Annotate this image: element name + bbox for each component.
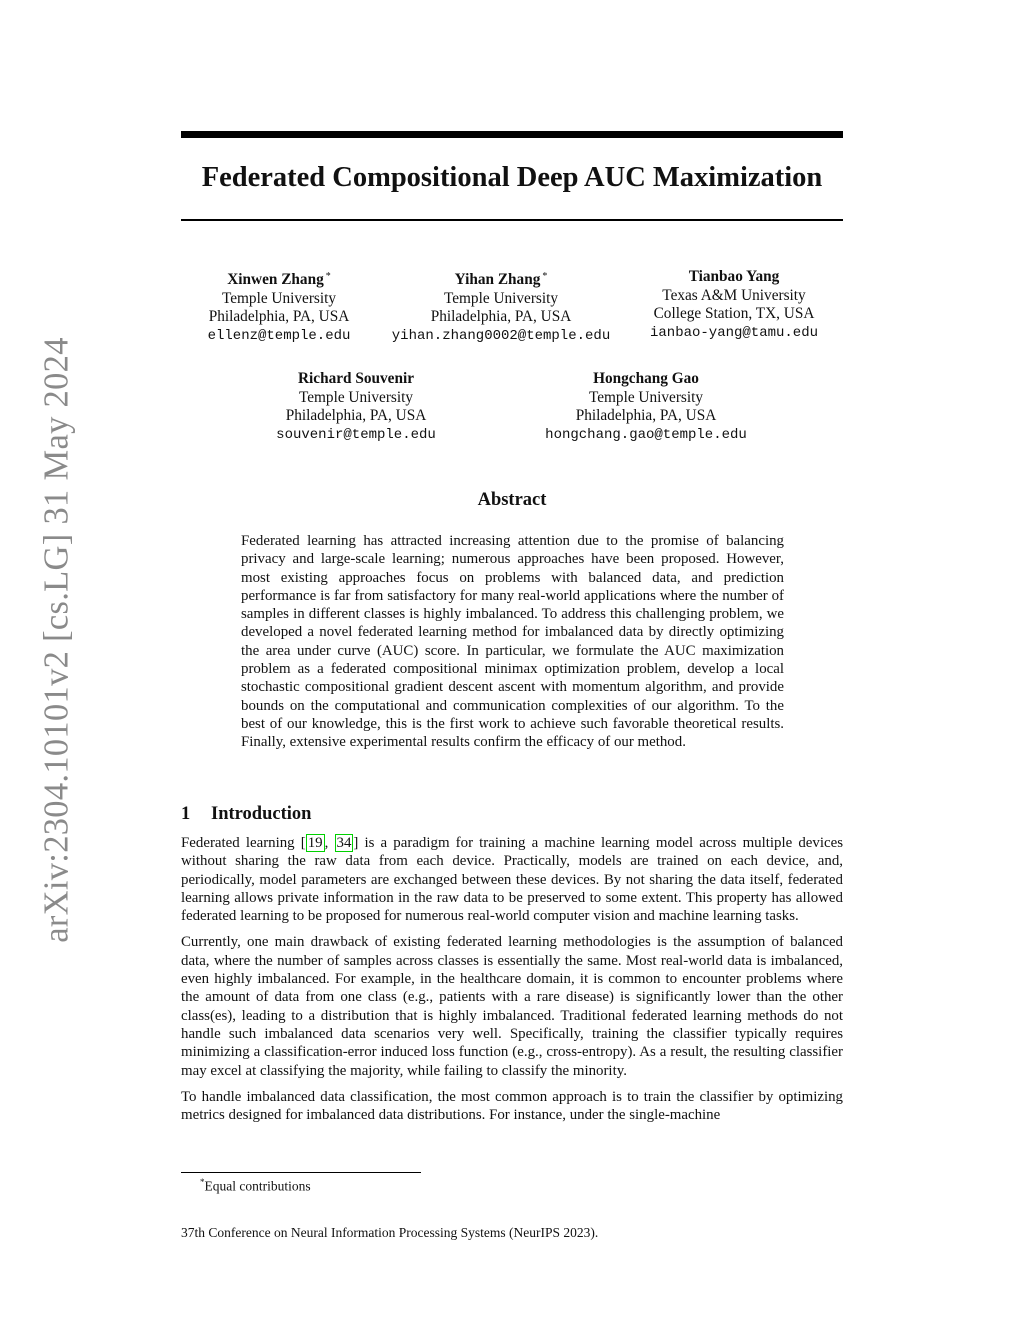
introduction-body bbox=[181, 834, 843, 1132]
author-name: Hongchang Gao bbox=[593, 370, 699, 387]
author-email[interactable]: hongchang.gao@temple.edu bbox=[545, 426, 747, 443]
title-bottom-rule bbox=[181, 219, 843, 221]
author-affiliation: Temple University bbox=[443, 289, 559, 307]
paper-title: Federated Compositional Deep AUC Maximization bbox=[201, 162, 823, 193]
section-title: Introduction bbox=[211, 804, 312, 824]
author-block bbox=[276, 370, 436, 444]
abstract-heading: Abstract bbox=[477, 490, 547, 510]
author-block bbox=[650, 268, 818, 342]
author-email[interactable]: ellenz@temple.edu bbox=[207, 327, 351, 344]
author-affiliation: Temple University bbox=[221, 289, 337, 307]
author-location: Philadelphia, PA, USA bbox=[285, 407, 427, 424]
title-top-rule bbox=[181, 131, 843, 138]
section-heading bbox=[181, 804, 311, 825]
section-number: 1 bbox=[181, 804, 191, 824]
author-name: Tianbao Yang bbox=[688, 268, 780, 285]
footnote-rule bbox=[181, 1172, 421, 1173]
author-name: Richard Souvenir bbox=[297, 370, 415, 387]
paragraph: Currently, one main drawback of existing federated learning methodologies is the assumption of balanced data, where the number of samples across classes is essentially the same. Most real-world data is imbalanced, even highly imbalanced. For example, in the healthcare domain, it is common to encounter problems where the amount of data from one class (e.g., patients with a rare disease) is significantly lower than the other class(es), leading to a distribution that is highly imbalanced. Traditional federated learning methods do not handle such imbalanced data scenarios very well. Specifically, training the classifier typically requires minimizing a classification-error induced loss function (e.g., cross-entropy). As a result, the resulting classifier may excel at classifying the majority, while failing to classify the minority. bbox=[181, 934, 843, 1079]
paragraph: To handle imbalanced data classification, the most common approach is to train the classifier by optimizing metrics designed for imbalanced data distributions. For instance, under the single-machine bbox=[181, 1088, 843, 1124]
author-email[interactable]: yihan.zhang0002@temple.edu bbox=[391, 327, 611, 344]
author-location: College Station, TX, USA bbox=[653, 305, 815, 322]
author-block bbox=[208, 268, 351, 345]
author-affiliation: Texas A&M University bbox=[662, 286, 806, 304]
author-email[interactable]: ianbao-yang@tamu.edu bbox=[649, 324, 819, 341]
arxiv-identifier: arXiv:2304.10101v2 [cs.LG] 31 May 2024 bbox=[37, 337, 76, 943]
author-location: Philadelphia, PA, USA bbox=[208, 308, 350, 325]
citation-separator: , bbox=[324, 835, 335, 851]
paragraph-text: Federated learning [ bbox=[181, 835, 306, 851]
venue-note: 37th Conference on Neural Information Processing Systems (NeurIPS 2023). bbox=[181, 1225, 599, 1240]
author-location: Philadelphia, PA, USA bbox=[430, 308, 572, 325]
paragraph bbox=[181, 834, 843, 925]
author-block bbox=[545, 370, 747, 444]
footnote bbox=[200, 1177, 311, 1195]
author-name: Xinwen Zhang bbox=[227, 271, 324, 288]
paragraph-text: ] is a paradigm for training a machine learning model across multiple devices without sharing the raw data from each device. Practically, models are trained on each device, and, periodically, model parameters are exchanged between these devices. By not sharing the data itself, federated learning allows private information in the raw data to be preserved to some extent. This property has allowed federated learning to be proposed for numerous real-world computer vision and machine learning tasks. bbox=[181, 835, 843, 925]
author-name: Yihan Zhang bbox=[454, 271, 541, 288]
abstract-text: Federated learning has attracted increasing attention due to the promise of balancing privacy and large-scale learning; numerous approaches have been proposed. However, most existing approaches focus on problems with balanced data, and prediction performance is far from satisfactory for many real-world applications where the number of samples in different classes is highly imbalanced. To address this challenging problem, we developed a novel federated learning method for imbalanced data by directly optimizing the area under curve (AUC) score. In particular, we formulate the AUC maximization problem as a federated compositional minimax optimization problem, develop a local stochastic compositional gradient descent ascent with momentum algorithm, and provide bounds on the computational and communication complexities of our algorithm. To the best of our knowledge, this is the first work to achieve such favorable theoretical results. Finally, extensive experimental results confirm the efficacy of our method. bbox=[241, 533, 784, 751]
equal-contribution-mark: * bbox=[542, 271, 548, 282]
citation-link[interactable]: 34 bbox=[336, 835, 352, 851]
footnote-mark: * bbox=[200, 1177, 205, 1187]
author-location: Philadelphia, PA, USA bbox=[575, 407, 717, 424]
citation-link[interactable]: 19 bbox=[307, 835, 323, 851]
footnote-text: Equal contributions bbox=[204, 1178, 311, 1194]
author-email[interactable]: souvenir@temple.edu bbox=[276, 426, 436, 443]
author-block bbox=[392, 268, 610, 345]
author-affiliation: Temple University bbox=[588, 388, 704, 406]
author-affiliation: Temple University bbox=[298, 388, 414, 406]
equal-contribution-mark: * bbox=[325, 271, 331, 282]
